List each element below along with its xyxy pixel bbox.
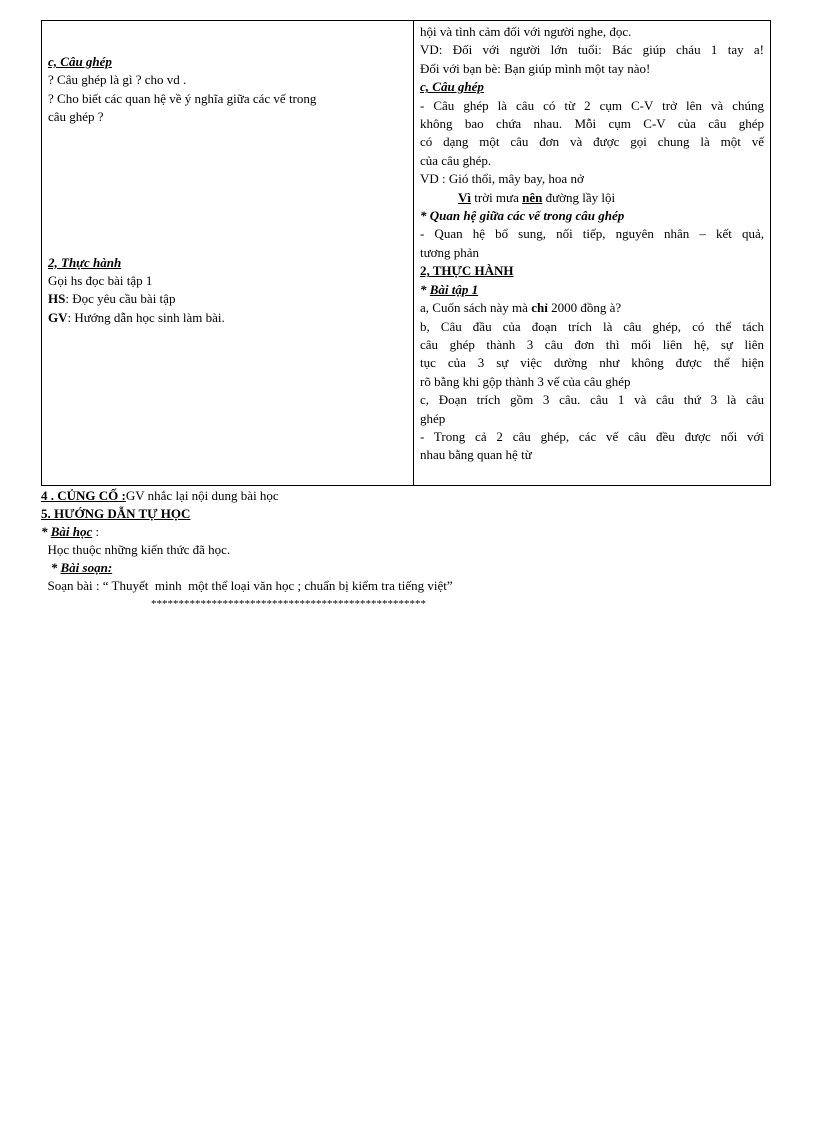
question-2: ? Cho biết các quan hệ về ý nghĩa giữa các vế trong bbox=[48, 90, 317, 106]
huongdan-title: 5. HƯỚNG DẪN TỰ HỌC bbox=[41, 506, 191, 521]
answer-d-1: - Trong cả 2 câu ghép, các vế câu đều được nối với bbox=[420, 428, 764, 444]
exercise-heading bbox=[420, 281, 764, 299]
example-nen: nên bbox=[522, 189, 543, 205]
example-end: đường lầy lội bbox=[542, 189, 616, 205]
answer-b-3: tục của 3 sự việc dường như không được thể hiện bbox=[420, 355, 764, 371]
hs-label: HS bbox=[48, 291, 66, 307]
definition-4: của câu ghép. bbox=[420, 152, 492, 168]
practice-title: 2, THỰC HÀNH bbox=[420, 263, 514, 279]
answer-b-1: b, Câu đầu của đoạn trích là câu ghép, có thể tách bbox=[420, 318, 764, 334]
right-line-1: hội và tình cảm đối với người nghe, đọc. bbox=[420, 24, 632, 39]
example-vi: Vì bbox=[458, 189, 471, 205]
baihoc-heading bbox=[41, 523, 781, 541]
definition-3: có dạng một câu đơn và được gọi chung là một vế bbox=[420, 134, 764, 150]
lesson-footer bbox=[41, 487, 781, 613]
baisoan-star: * bbox=[41, 560, 61, 575]
teacher-activity-column bbox=[42, 21, 414, 486]
cungco-line bbox=[41, 487, 781, 505]
hs-text: : Đọc yêu cầu bài tập bbox=[65, 291, 176, 307]
cungco-text: GV nhắc lại nội dung bài học bbox=[125, 488, 279, 503]
definition-1: - Câu ghép là câu có từ 2 cụm C-V trở lên và chúng bbox=[420, 97, 764, 113]
gv-line bbox=[48, 309, 407, 327]
example-1: VD : Gió thổi, mây bay, hoa nở bbox=[420, 171, 584, 187]
baisoan-label: Bài soạn: bbox=[60, 560, 113, 575]
relation-1: - Quan hệ bổ sung, nối tiếp, nguyên nhân – kết quả, bbox=[420, 226, 764, 242]
cungco-label: 4 . CỦNG CỐ : bbox=[41, 488, 126, 503]
definition-2: không bao chứa nhau. Mỗi cụm C-V của câu ghép bbox=[420, 116, 764, 132]
right-line-3: Đối với bạn bè: Bạn giúp mình một tay nào! bbox=[420, 60, 651, 76]
right-line-2: VD: Đối với người lớn tuổi: Bác giúp cháu 1 tay a! bbox=[420, 42, 764, 58]
lesson-table bbox=[41, 20, 771, 486]
stars-divider: ************************************************** bbox=[151, 598, 426, 610]
answer-d-2: nhau bằng quan hệ từ bbox=[420, 447, 532, 463]
relation-2: tương phản bbox=[420, 244, 480, 260]
section-2-title: 2, Thực hành bbox=[48, 254, 122, 270]
answer-a bbox=[420, 299, 764, 317]
answer-c-1: c, Đoạn trích gồm 3 câu. câu 1 và câu thứ 3 là câu bbox=[420, 392, 764, 408]
answer-a-bold: chỉ bbox=[531, 300, 548, 316]
hs-line bbox=[48, 290, 407, 308]
baisoan-text: Soạn bài : “ Thuyết minh một thể loại văn học ; chuẩn bị kiểm tra tiếng việt” bbox=[41, 578, 453, 593]
example-mid: trời mưa bbox=[471, 189, 523, 205]
baihoc-colon: : bbox=[92, 524, 100, 539]
answer-b-4: rõ bằng khi gộp thành 3 vế của câu ghép bbox=[420, 373, 631, 389]
practice-line-1: Gọi hs đọc bài tập 1 bbox=[48, 273, 153, 289]
baihoc-text: Học thuộc những kiến thức đã học. bbox=[41, 542, 231, 557]
example-2 bbox=[420, 189, 764, 207]
exercise-star: * bbox=[420, 281, 430, 297]
baihoc-star: * bbox=[41, 524, 51, 539]
question-1: ? Câu ghép là gì ? cho vd . bbox=[48, 72, 187, 88]
answer-c-2: ghép bbox=[420, 410, 446, 426]
baihoc-label: Bài học bbox=[50, 524, 93, 539]
baisoan-heading bbox=[41, 559, 781, 577]
gv-text: : Hướng dẫn học sinh làm bài. bbox=[67, 309, 225, 325]
section-c-title: c, Câu ghép bbox=[48, 54, 112, 69]
gv-label: GV bbox=[48, 309, 68, 325]
right-c-title: c, Câu ghép bbox=[420, 79, 484, 95]
relation-title: * Quan hệ giữa các vế trong câu ghép bbox=[420, 208, 625, 224]
answer-b-2: câu ghép thành 3 câu đơn thì mối liên hệ, sự liên bbox=[420, 336, 764, 352]
answer-a-post: 2000 đồng à? bbox=[547, 300, 622, 316]
content-column bbox=[414, 21, 771, 486]
exercise-title: Bài tập 1 bbox=[429, 281, 479, 297]
answer-a-pre: a, Cuốn sách này mà bbox=[420, 300, 532, 316]
question-2-cont: câu ghép ? bbox=[48, 109, 104, 125]
